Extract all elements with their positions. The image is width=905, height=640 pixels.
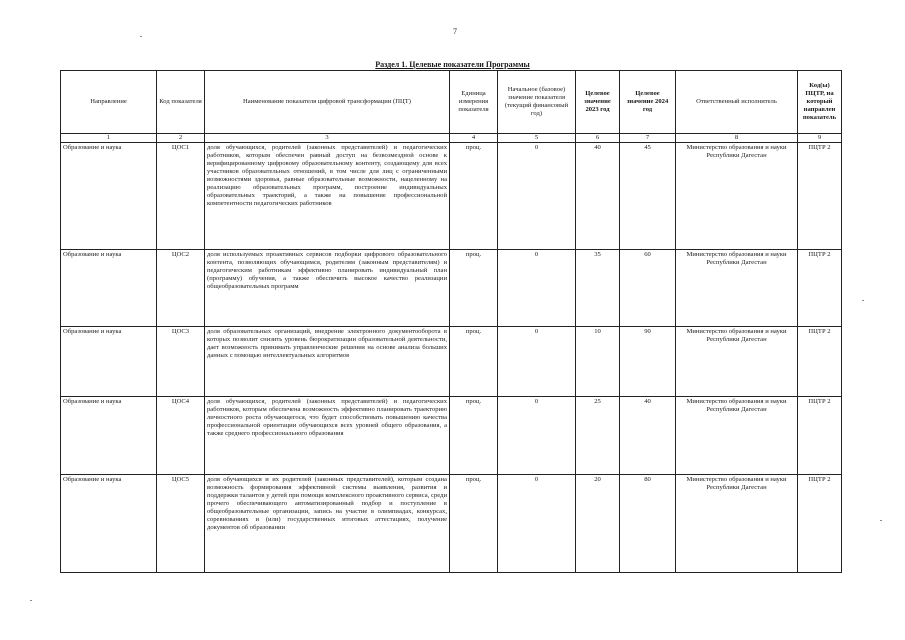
cell-base-value: 0 [498, 327, 576, 397]
cell-direction: Образование и наука [61, 327, 157, 397]
header-name: Наименование показателя цифровой трансформации (ПЦТ) [205, 71, 450, 134]
cell-target-2024: 60 [620, 250, 676, 327]
cell-responsible: Министерство образования и науки Республики Дагестан [676, 397, 798, 475]
scan-speck [30, 600, 32, 601]
table-header-row [61, 71, 842, 134]
table-row [61, 397, 842, 475]
cell-indicator-name: доля используемых проактивных сервисов подборки цифрового образовательного контента, позволяющих обучающимся, родителям (законным представителям) и педагогическим работникам эффективно планировать индивидуальный план (программу) обучения, а также обеспечить высокое качество реализации общеобразовательных программ [205, 250, 450, 327]
cell-target-2023: 35 [576, 250, 620, 327]
cell-program-code: ПЦТР 2 [798, 250, 842, 327]
scan-speck [862, 300, 864, 301]
table-row [61, 475, 842, 573]
cell-program-code: ПЦТР 2 [798, 475, 842, 573]
header-direction: Направление [61, 71, 157, 134]
cell-responsible: Министерство образования и науки Республики Дагестан [676, 327, 798, 397]
column-number: 7 [620, 134, 676, 143]
cell-code: ЦОС5 [157, 475, 205, 573]
cell-direction: Образование и наука [61, 143, 157, 250]
cell-unit: проц. [450, 250, 498, 327]
cell-base-value: 0 [498, 475, 576, 573]
column-number: 5 [498, 134, 576, 143]
cell-responsible: Министерство образования и науки Республики Дагестан [676, 475, 798, 573]
header-responsible: Ответственный исполнитель [676, 71, 798, 134]
cell-target-2024: 80 [620, 475, 676, 573]
column-number: 3 [205, 134, 450, 143]
column-number: 1 [61, 134, 157, 143]
cell-responsible: Министерство образования и науки Республики Дагестан [676, 143, 798, 250]
header-code: Код показателя [157, 71, 205, 134]
column-number: 6 [576, 134, 620, 143]
cell-indicator-name: доля образовательных организаций, внедрение электронного документооборота в которых позволит снизить уровень бюрократизации образовательной деятельности, дает возможность принимать управленческие решения на основе анализа больших данных с помощью интеллектуальных алгоритмов [205, 327, 450, 397]
page-number: 7 [453, 27, 457, 36]
cell-direction: Образование и наука [61, 475, 157, 573]
column-number: 8 [676, 134, 798, 143]
cell-unit: проц. [450, 143, 498, 250]
cell-code: ЦОС4 [157, 397, 205, 475]
column-number: 9 [798, 134, 842, 143]
cell-target-2023: 40 [576, 143, 620, 250]
header-target-2023: Целевое значение 2023 год [576, 71, 620, 134]
cell-unit: проц. [450, 397, 498, 475]
scan-speck [140, 36, 142, 37]
cell-target-2024: 45 [620, 143, 676, 250]
cell-unit: проц. [450, 475, 498, 573]
cell-program-code: ПЦТР 2 [798, 143, 842, 250]
cell-indicator-name: доля обучающихся, родителей (законных представителей) и педагогических работников, которым обеспечена возможность эффективно планировать траекторию личностного роста обучающегося, что будет способствовать повышению качества профессиональной ориентации обучающихся всех уровней общего образования, а также среднего профессионального образования [205, 397, 450, 475]
cell-indicator-name: доля обучающихся, родителей (законных представителей) и педагогических работников, которым обеспечен равный доступ на безвозмездной основе к верифицированному цифровому образовательному контенту, создающему для всех участников образовательных отношений, в том числе для лиц с ограниченными возможностями здоровья, равные образовательные возможности, нацеленному на реализацию образовательных программ, построение индивидуальных образовательных траекторий, а также на повышение профессиональной компетентности педагогических работников [205, 143, 450, 250]
table-row [61, 143, 842, 250]
cell-direction: Образование и наука [61, 250, 157, 327]
header-unit: Единица измерения показателя [450, 71, 498, 134]
column-number: 4 [450, 134, 498, 143]
cell-code: ЦОС1 [157, 143, 205, 250]
cell-target-2023: 20 [576, 475, 620, 573]
cell-program-code: ПЦТР 2 [798, 397, 842, 475]
cell-code: ЦОС2 [157, 250, 205, 327]
header-program-code: Код(ы) ПЦТР, на который направлен показатель [798, 71, 842, 134]
cell-target-2023: 25 [576, 397, 620, 475]
cell-indicator-name: доля обучающихся и их родителей (законных представителей), которым создана возможность формирования эффективной системы выявления, развития и поддержки талантов у детей при помощи комплексного проактивного сервиса, среди прочего обеспечивающего автоматизированный подбор и поступление в общеобразовательные организации, запись на участие в олимпиадах, конкурсах, соревнованиях и (или) государственных итоговых аттестациях, получение документов об образовании [205, 475, 450, 573]
section-title: Раздел 1. Целевые показатели Программы [375, 60, 530, 69]
scan-speck [880, 520, 882, 521]
cell-responsible: Министерство образования и науки Республики Дагестан [676, 250, 798, 327]
cell-unit: проц. [450, 327, 498, 397]
cell-program-code: ПЦТР 2 [798, 327, 842, 397]
targets-table [60, 70, 842, 573]
header-base: Начальное (базовое) значение показателя (текущий финансовый год) [498, 71, 576, 134]
table-row [61, 327, 842, 397]
cell-base-value: 0 [498, 143, 576, 250]
cell-target-2024: 40 [620, 397, 676, 475]
table-row [61, 250, 842, 327]
cell-base-value: 0 [498, 397, 576, 475]
cell-direction: Образование и наука [61, 397, 157, 475]
cell-target-2023: 10 [576, 327, 620, 397]
column-number: 2 [157, 134, 205, 143]
cell-target-2024: 90 [620, 327, 676, 397]
cell-base-value: 0 [498, 250, 576, 327]
header-target-2024: Целевое значение 2024 год [620, 71, 676, 134]
cell-code: ЦОС3 [157, 327, 205, 397]
column-number-row [61, 134, 842, 143]
